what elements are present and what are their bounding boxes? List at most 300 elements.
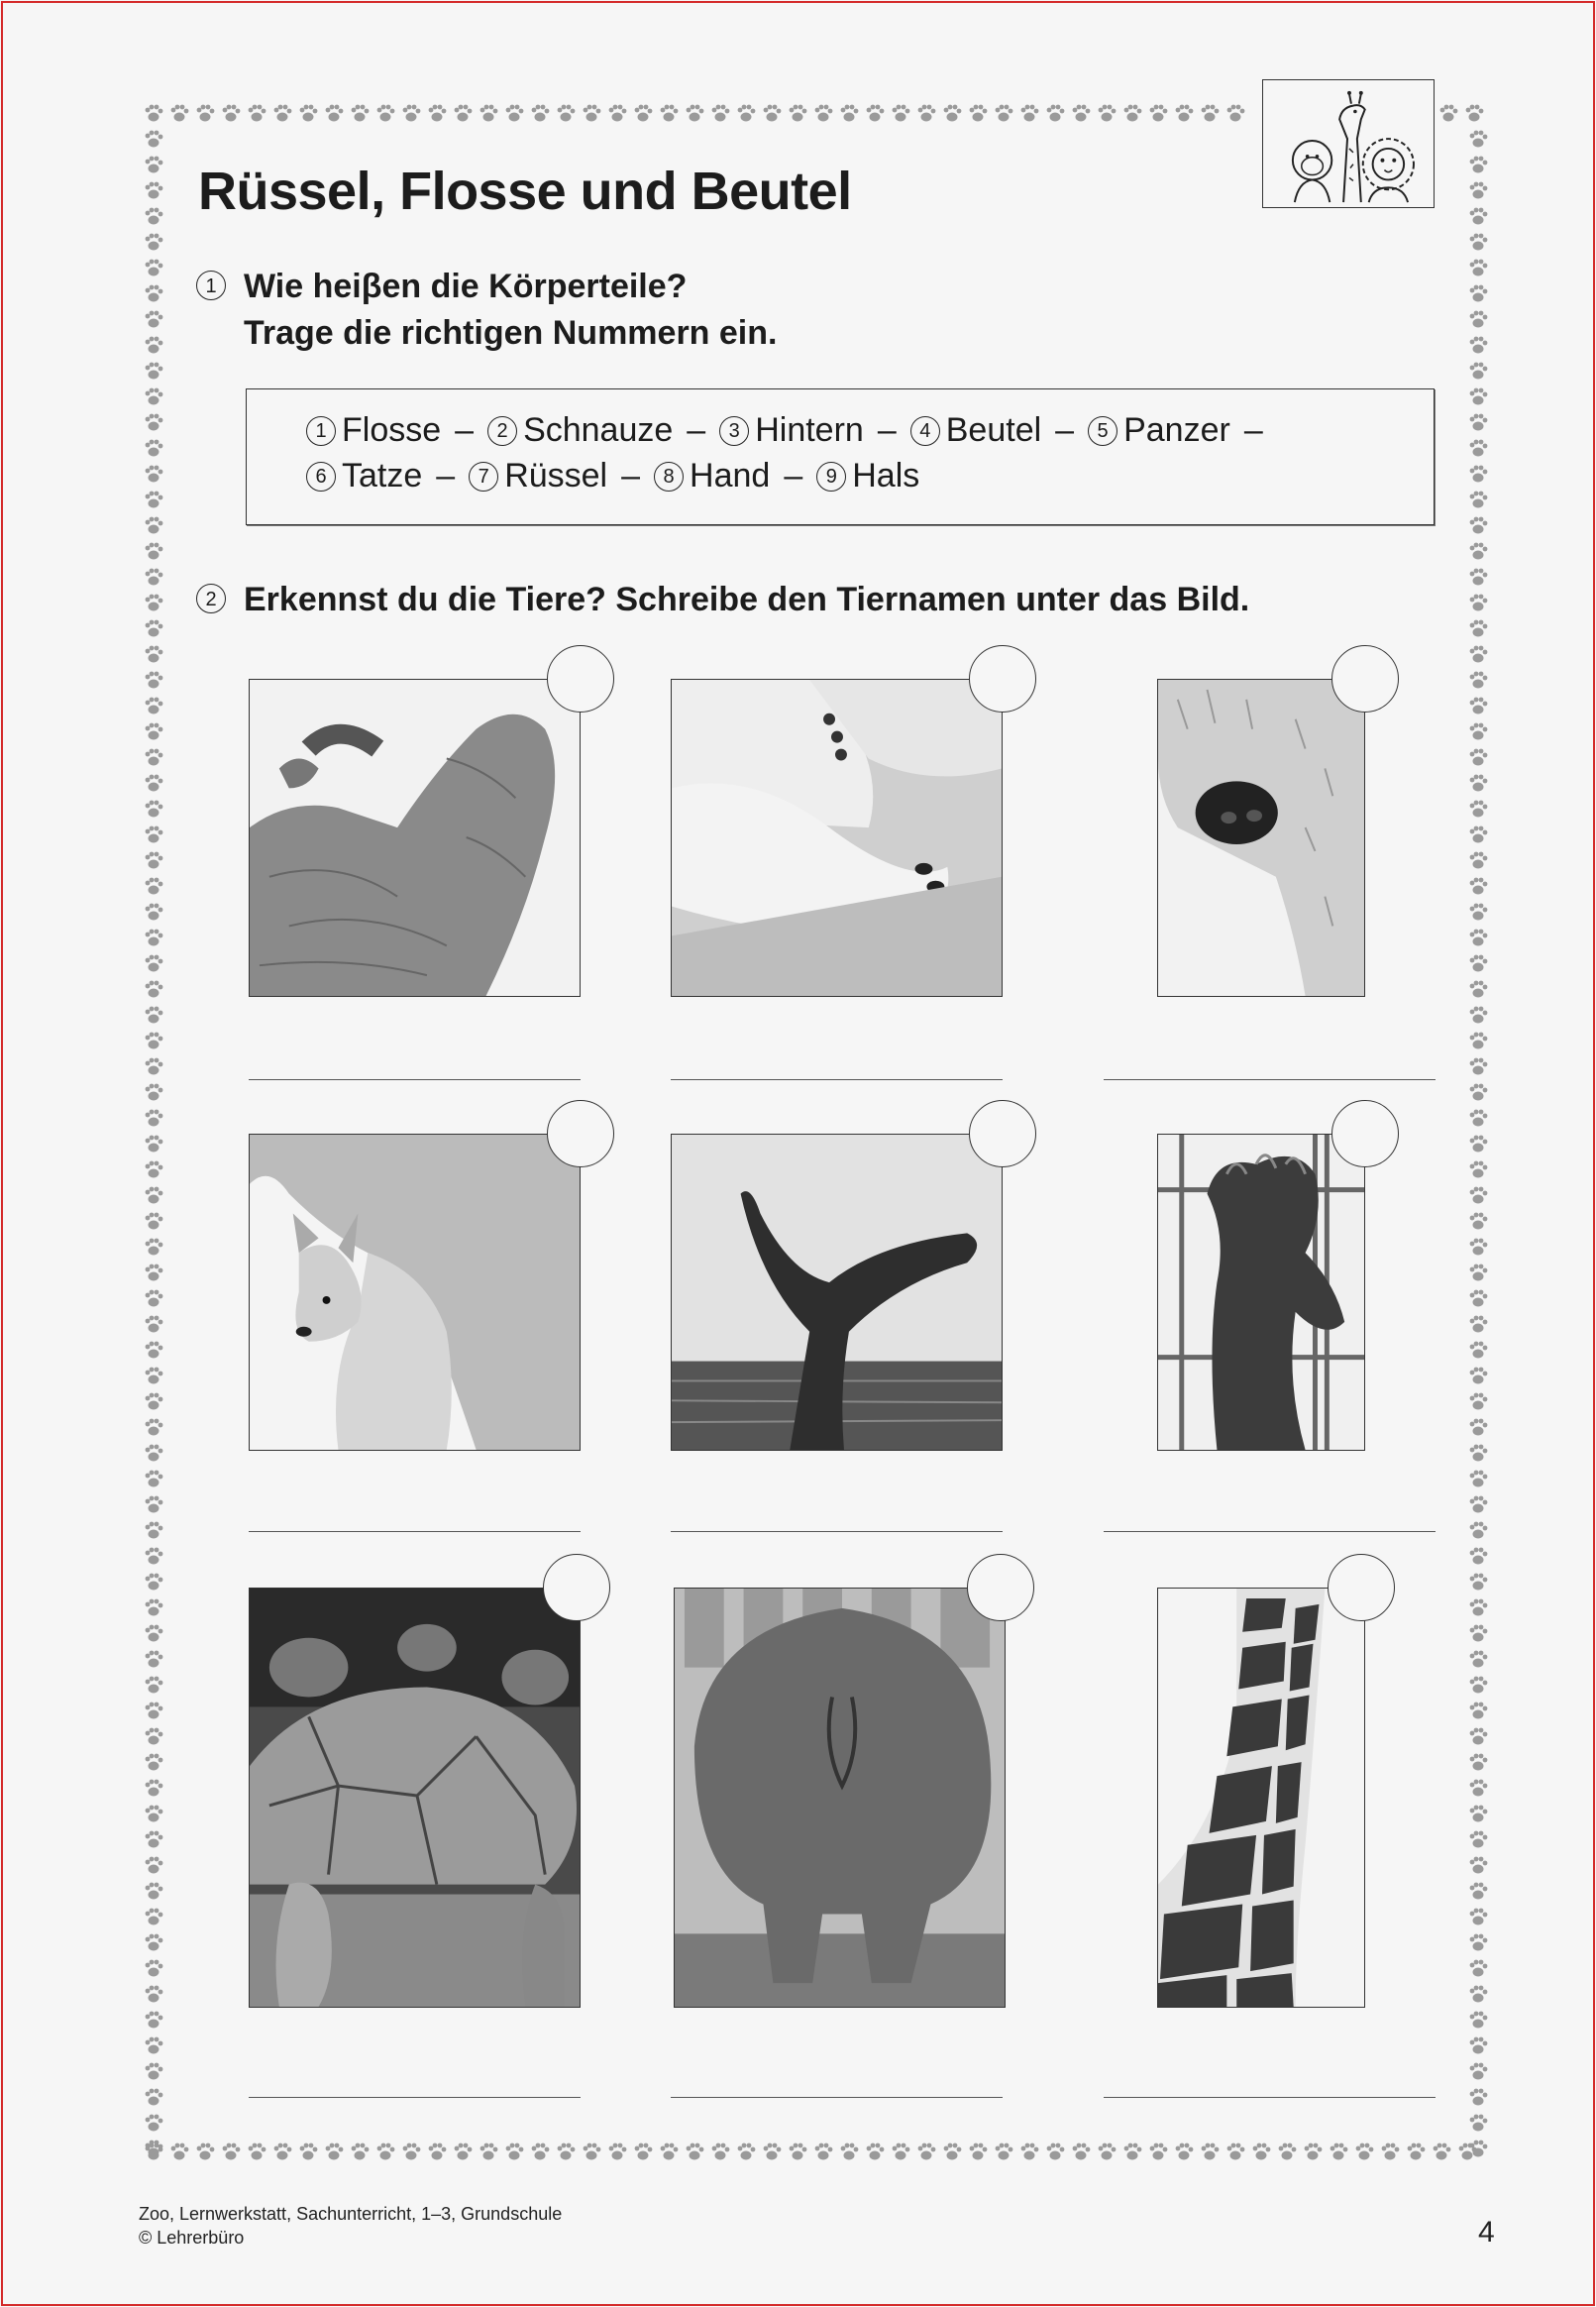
paw-print-icon <box>1470 955 1488 972</box>
paw-print-icon <box>146 1496 163 1513</box>
paw-print-icon <box>764 2143 782 2160</box>
word-bank-line-1 <box>306 411 1277 450</box>
answer-line[interactable] <box>671 1531 1003 1532</box>
paw-print-icon <box>146 363 163 380</box>
paw-print-icon <box>1470 672 1488 689</box>
paw-print-icon <box>1176 105 1194 122</box>
paw-print-icon <box>661 105 679 122</box>
paw-print-icon <box>377 105 395 122</box>
paw-print-icon <box>146 904 163 921</box>
answer-circle[interactable] <box>967 1554 1034 1621</box>
paw-print-icon <box>1470 620 1488 637</box>
paw-print-icon <box>1470 878 1488 895</box>
paw-print-icon <box>274 2143 292 2160</box>
paw-print-icon <box>609 2143 627 2160</box>
paw-print-icon <box>1470 1290 1488 1307</box>
paw-print-icon <box>1150 105 1168 122</box>
task-1-number: 1 <box>196 271 226 300</box>
word: Panzer <box>1123 411 1230 449</box>
paw-print-icon <box>1470 1136 1488 1153</box>
word-number: 3 <box>719 416 749 446</box>
paw-print-icon <box>146 1806 163 1822</box>
paw-print-icon <box>1459 2143 1477 2160</box>
paw-print-icon <box>146 1599 163 1616</box>
paw-print-icon <box>1470 1393 1488 1410</box>
paw-print-icon <box>1202 105 1220 122</box>
photo-giraffe-neck <box>1157 1588 1365 2008</box>
paw-print-icon <box>532 2143 550 2160</box>
paw-print-icon <box>146 1110 163 1127</box>
paw-print-icon <box>146 131 163 148</box>
paw-print-icon <box>1470 1522 1488 1539</box>
paw-print-icon <box>146 2012 163 2029</box>
paw-print-icon <box>1470 775 1488 792</box>
footer-line-1: Zoo, Lernwerkstatt, Sachunterricht, 1–3, Grundschule <box>139 2204 563 2224</box>
paw-print-icon <box>146 981 163 998</box>
paw-print-icon <box>146 749 163 766</box>
paw-print-icon <box>1382 2143 1400 2160</box>
paw-print-icon <box>1470 466 1488 483</box>
answer-line[interactable] <box>1104 1079 1436 1080</box>
word-number: 8 <box>654 462 684 492</box>
paw-print-icon <box>1408 2143 1426 2160</box>
paw-print-icon <box>455 2143 473 2160</box>
paw-print-icon <box>146 1342 163 1359</box>
paw-print-icon <box>223 105 241 122</box>
paw-print-icon <box>1470 646 1488 663</box>
paw-print-icon <box>1227 105 1245 122</box>
answer-circle[interactable] <box>1331 1100 1399 1167</box>
paw-print-icon <box>1470 1033 1488 1049</box>
paw-print-icon <box>146 620 163 637</box>
paw-print-icon <box>146 260 163 276</box>
paw-print-icon <box>1470 388 1488 405</box>
paw-print-icon <box>841 105 859 122</box>
answer-circle[interactable] <box>1331 645 1399 713</box>
answer-circle[interactable] <box>547 645 614 713</box>
answer-line[interactable] <box>1104 2097 1436 2098</box>
paw-print-icon <box>146 2089 163 2106</box>
word-bank-line-2 <box>306 457 919 495</box>
word-number: 9 <box>816 462 846 492</box>
paw-print-icon <box>1470 1007 1488 1024</box>
paw-print-icon <box>1470 1651 1488 1668</box>
paw-print-icon <box>352 2143 370 2160</box>
paw-print-icon <box>1470 2141 1488 2157</box>
paw-print-icon <box>506 105 524 122</box>
paw-print-icon <box>893 105 910 122</box>
paw-print-icon <box>146 1445 163 1462</box>
paw-print-icon <box>146 440 163 457</box>
paw-print-icon <box>1150 2143 1168 2160</box>
paw-print-icon <box>146 543 163 560</box>
paw-print-icon <box>146 2143 163 2160</box>
paw-print-icon <box>1470 1316 1488 1333</box>
word: Rüssel <box>504 457 608 494</box>
word: Tatze <box>342 457 423 494</box>
paw-print-icon <box>996 105 1013 122</box>
paw-print-icon <box>1099 105 1117 122</box>
paw-print-icon <box>996 2143 1013 2160</box>
paw-print-icon <box>1470 285 1488 302</box>
paw-print-icon <box>146 826 163 843</box>
answer-circle[interactable] <box>1328 1554 1395 1621</box>
word-number: 7 <box>469 462 498 492</box>
paw-print-icon <box>1470 1161 1488 1178</box>
paw-print-icon <box>1470 182 1488 199</box>
word-separator: – <box>877 411 897 449</box>
paw-print-icon <box>558 105 576 122</box>
answer-line[interactable] <box>249 2097 581 2098</box>
paw-print-icon <box>661 2143 679 2160</box>
paw-print-icon <box>146 1703 163 1719</box>
paw-print-icon <box>1470 749 1488 766</box>
paw-print-icon <box>1470 2012 1488 2029</box>
paw-print-icon <box>1470 1368 1488 1384</box>
paw-print-icon <box>764 105 782 122</box>
answer-circle[interactable] <box>969 645 1036 713</box>
paw-print-icon <box>1470 1084 1488 1101</box>
paw-print-icon <box>893 2143 910 2160</box>
paw-print-icon <box>609 105 627 122</box>
task-1-line-1: Wie heiβen die Körperteile? <box>244 268 688 305</box>
paw-print-icon <box>584 105 601 122</box>
paw-print-icon <box>1227 2143 1245 2160</box>
paw-print-icon <box>1021 105 1039 122</box>
page-title: Rüssel, Flosse und Beutel <box>198 162 852 221</box>
paw-print-icon <box>867 2143 885 2160</box>
paw-print-icon <box>326 2143 344 2160</box>
paw-print-icon <box>815 2143 833 2160</box>
paw-print-icon <box>687 2143 704 2160</box>
paw-print-icon <box>146 1677 163 1694</box>
paw-print-icon <box>1470 1831 1488 1848</box>
paw-print-icon <box>558 2143 576 2160</box>
paw-print-icon <box>146 1548 163 1565</box>
paw-print-icon <box>1470 1058 1488 1075</box>
paw-print-icon <box>146 1161 163 1178</box>
paw-print-icon <box>944 105 962 122</box>
paw-print-icon <box>1099 2143 1117 2160</box>
paw-print-icon <box>146 1574 163 1591</box>
paw-print-icon <box>1470 363 1488 380</box>
paw-print-icon <box>918 105 936 122</box>
photo-ape-hand <box>1157 1134 1365 1451</box>
answer-circle[interactable] <box>543 1554 610 1621</box>
paw-print-icon <box>146 388 163 405</box>
paw-print-icon <box>403 105 421 122</box>
paw-print-icon <box>1470 2089 1488 2106</box>
paw-print-icon <box>1470 1703 1488 1719</box>
paw-print-icon <box>146 2063 163 2080</box>
paw-print-icon <box>584 2143 601 2160</box>
paw-print-icon <box>300 2143 318 2160</box>
answer-line[interactable] <box>671 2097 1003 2098</box>
paw-print-icon <box>403 2143 421 2160</box>
paw-print-icon <box>1330 2143 1348 2160</box>
paw-print-icon <box>429 105 447 122</box>
answer-line[interactable] <box>249 1531 581 1532</box>
paw-print-icon <box>712 105 730 122</box>
paw-print-icon <box>1470 1960 1488 1977</box>
paw-print-icon <box>326 105 344 122</box>
paw-print-icon <box>1470 2063 1488 2080</box>
paw-print-icon <box>1470 1934 1488 1951</box>
photo-elephant-trunk <box>249 679 581 997</box>
paw-print-icon <box>146 1187 163 1204</box>
word: Beutel <box>945 411 1042 449</box>
paw-print-icon <box>146 1522 163 1539</box>
word-number: 4 <box>910 416 940 446</box>
paw-print-icon <box>1305 2143 1323 2160</box>
paw-print-icon <box>1470 1239 1488 1256</box>
paw-print-icon <box>1470 208 1488 225</box>
paw-print-icon <box>1124 105 1142 122</box>
paw-print-icon <box>738 2143 756 2160</box>
paw-print-icon <box>429 2143 447 2160</box>
paw-print-icon <box>841 2143 859 2160</box>
paw-print-icon <box>1176 2143 1194 2160</box>
paw-print-icon <box>1470 1625 1488 1642</box>
paw-print-icon <box>197 105 215 122</box>
word-separator: – <box>621 457 641 494</box>
paw-print-icon <box>532 105 550 122</box>
paw-print-icon <box>146 234 163 251</box>
paw-print-icon <box>1470 234 1488 251</box>
paw-print-icon <box>146 1625 163 1642</box>
paw-print-icon <box>249 105 266 122</box>
word-separator: – <box>455 411 475 449</box>
paw-print-icon <box>1021 2143 1039 2160</box>
paw-print-icon <box>1470 904 1488 921</box>
paw-print-icon <box>146 157 163 173</box>
paw-print-icon <box>455 105 473 122</box>
paw-print-icon <box>1279 2143 1297 2160</box>
paw-print-icon <box>146 1419 163 1436</box>
paw-print-icon <box>146 878 163 895</box>
paw-print-icon <box>1047 105 1065 122</box>
paw-print-icon <box>1470 157 1488 173</box>
paw-print-icon <box>249 2143 266 2160</box>
paw-print-icon <box>146 1393 163 1410</box>
paw-print-icon <box>146 672 163 689</box>
paw-print-icon <box>146 337 163 354</box>
paw-print-icon <box>146 1471 163 1487</box>
zoo-animals-logo <box>1262 79 1435 208</box>
paw-print-icon <box>738 105 756 122</box>
paw-print-icon <box>1470 1342 1488 1359</box>
paw-print-icon <box>1440 105 1458 122</box>
paw-print-icon <box>146 2141 163 2157</box>
paw-print-icon <box>1470 1857 1488 1874</box>
paw-print-icon <box>146 1368 163 1384</box>
paw-print-icon <box>944 2143 962 2160</box>
paw-print-icon <box>146 1909 163 1925</box>
paw-print-icon <box>1470 260 1488 276</box>
paw-print-icon <box>1470 131 1488 148</box>
paw-print-icon <box>171 2143 189 2160</box>
paw-print-icon <box>918 2143 936 2160</box>
paw-print-icon <box>1073 105 1091 122</box>
paw-print-icon <box>1470 311 1488 328</box>
paw-print-icon <box>146 1986 163 2003</box>
paw-print-icon <box>146 466 163 483</box>
word-number: 6 <box>306 462 336 492</box>
word-separator: – <box>784 457 803 494</box>
page-number: 4 <box>1478 2216 1495 2249</box>
paw-print-icon <box>146 1007 163 1024</box>
paw-print-icon <box>635 2143 653 2160</box>
paw-print-icon <box>1470 1548 1488 1565</box>
answer-line[interactable] <box>671 1079 1003 1080</box>
paw-print-icon <box>146 930 163 946</box>
answer-line[interactable] <box>1104 1531 1436 1532</box>
paw-print-icon <box>223 2143 241 2160</box>
paw-print-icon <box>1470 1574 1488 1591</box>
answer-line[interactable] <box>249 1079 581 1080</box>
paw-print-icon <box>146 698 163 714</box>
paw-print-icon <box>867 105 885 122</box>
paw-print-icon <box>1470 852 1488 869</box>
paw-print-icon <box>1470 698 1488 714</box>
paw-print-icon <box>1470 337 1488 354</box>
paw-print-icon <box>146 1960 163 1977</box>
paw-print-icon <box>1470 2037 1488 2054</box>
paw-print-icon <box>146 182 163 199</box>
paw-print-icon <box>1470 595 1488 611</box>
word: Flosse <box>342 411 442 449</box>
paw-print-icon <box>1470 1445 1488 1462</box>
paw-print-icon <box>146 1084 163 1101</box>
paw-print-icon <box>790 105 807 122</box>
paw-print-icon <box>1470 1780 1488 1797</box>
paw-print-icon <box>377 2143 395 2160</box>
paw-print-icon <box>687 105 704 122</box>
paw-print-icon <box>146 595 163 611</box>
word-separator: – <box>1055 411 1075 449</box>
word: Schnauze <box>523 411 674 449</box>
paw-print-icon <box>146 1058 163 1075</box>
paw-print-icon <box>970 105 988 122</box>
word-separator: – <box>687 411 706 449</box>
photo-animal-snout <box>1157 679 1365 997</box>
paw-print-icon <box>146 105 163 122</box>
paw-print-icon <box>146 1831 163 1848</box>
photo-tortoise-shell <box>249 1588 581 2008</box>
paw-print-icon <box>146 492 163 508</box>
paw-print-icon <box>146 208 163 225</box>
answer-circle[interactable] <box>547 1100 614 1167</box>
paw-print-icon <box>1356 2143 1374 2160</box>
paw-print-icon <box>790 2143 807 2160</box>
paw-print-icon <box>1470 1754 1488 1771</box>
word-separator: – <box>1243 411 1263 449</box>
paw-print-icon <box>1124 2143 1142 2160</box>
paw-print-icon <box>146 1239 163 1256</box>
word: Hand <box>690 457 771 494</box>
paw-print-icon <box>1470 1599 1488 1616</box>
task-2-text: Erkennst du die Tiere? Schreibe den Tiernamen unter das Bild. <box>244 581 1250 618</box>
footer-copyright: © Lehrerbüro <box>139 2228 245 2248</box>
paw-print-icon <box>1470 981 1488 998</box>
paw-print-icon <box>815 105 833 122</box>
paw-print-icon <box>146 1728 163 1745</box>
paw-print-icon <box>146 2115 163 2132</box>
word-number: 1 <box>306 416 336 446</box>
paw-print-icon <box>1470 1213 1488 1230</box>
paw-print-icon <box>1470 569 1488 586</box>
word: Hintern <box>755 411 864 449</box>
footer <box>139 2202 562 2250</box>
paw-print-icon <box>635 105 653 122</box>
paw-print-icon <box>146 775 163 792</box>
paw-print-icon <box>146 1754 163 1771</box>
photo-hippo-rear <box>674 1588 1006 2008</box>
paw-print-icon <box>146 569 163 586</box>
paw-print-icon <box>146 852 163 869</box>
paw-print-icon <box>1470 1883 1488 1900</box>
paw-print-icon <box>1470 826 1488 843</box>
paw-print-icon <box>1470 1110 1488 1127</box>
paw-print-icon <box>1470 801 1488 818</box>
paw-print-icon <box>146 285 163 302</box>
paw-print-icon <box>146 1883 163 1900</box>
paw-print-icon <box>1470 492 1488 508</box>
paw-print-icon <box>1470 543 1488 560</box>
word-number: 2 <box>487 416 517 446</box>
photo-kangaroo-pouch <box>249 1134 581 1451</box>
answer-circle[interactable] <box>969 1100 1036 1167</box>
paw-print-icon <box>146 1651 163 1668</box>
paw-print-icon <box>146 1264 163 1281</box>
photo-whale-fluke <box>671 1134 1003 1451</box>
paw-print-icon <box>1470 1728 1488 1745</box>
paw-print-icon <box>1470 1264 1488 1281</box>
word: Hals <box>852 457 920 494</box>
word-separator: – <box>436 457 456 494</box>
paw-print-icon <box>506 2143 524 2160</box>
paw-print-icon <box>146 1857 163 1874</box>
paw-print-icon <box>146 1316 163 1333</box>
paw-print-icon <box>146 517 163 534</box>
paw-print-icon <box>1202 2143 1220 2160</box>
paw-print-icon <box>1470 1419 1488 1436</box>
paw-print-icon <box>1470 1806 1488 1822</box>
paw-print-icon <box>1434 2143 1451 2160</box>
paw-print-icon <box>146 1934 163 1951</box>
paw-print-icon <box>146 1213 163 1230</box>
paw-print-icon <box>1470 2115 1488 2132</box>
task-1-line-2: Trage die richtigen Nummern ein. <box>244 314 778 352</box>
paw-print-icon <box>1470 723 1488 740</box>
paw-print-icon <box>146 801 163 818</box>
paw-print-icon <box>1470 440 1488 457</box>
paw-print-icon <box>1470 1471 1488 1487</box>
photo-polar-bear-paw <box>671 679 1003 997</box>
paw-print-icon <box>146 955 163 972</box>
paw-print-icon <box>274 105 292 122</box>
paw-print-icon <box>197 2143 215 2160</box>
paw-print-icon <box>1470 414 1488 431</box>
paw-print-icon <box>1466 105 1484 122</box>
task-2-number: 2 <box>196 584 226 613</box>
paw-print-icon <box>146 723 163 740</box>
paw-print-icon <box>146 646 163 663</box>
paw-print-icon <box>1470 1496 1488 1513</box>
paw-print-icon <box>1470 1677 1488 1694</box>
paw-print-icon <box>146 1290 163 1307</box>
paw-print-icon <box>171 105 189 122</box>
